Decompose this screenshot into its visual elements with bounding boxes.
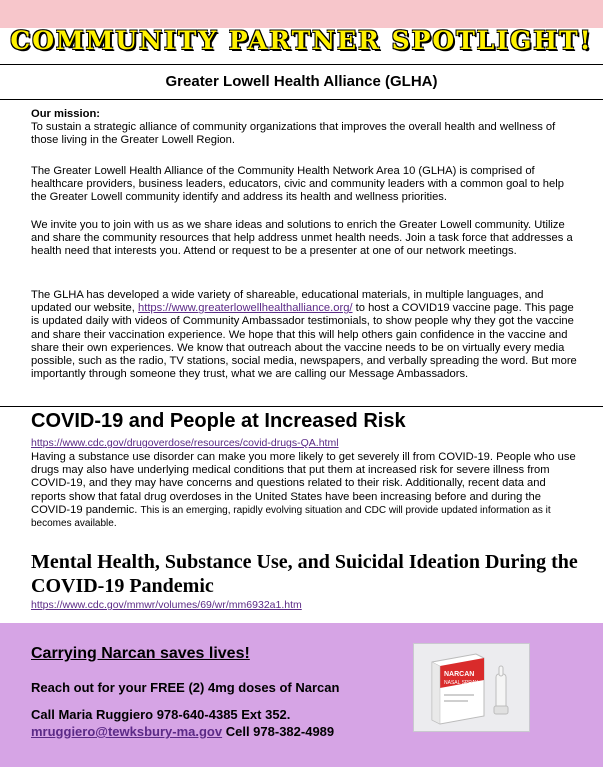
- paragraph-3-rest: to host a COVID19 vaccine page. This page is updated daily with videos of Community Ambassador testimonials, to show people why they got the vaccine and share their vaccination experience. We hope that this will help others gain confidence in the vaccine and share their own experiences. We know that outreach about the vaccine needs to be on virtually every media possible, such as the radio, TV stations, social media, newspapers, and verbally spreading the word. But more importantly through someone they trust, what we are calling our Message Ambassadors.: [31, 302, 577, 381]
- mental-health-heading: Mental Health, Substance Use, and Suicidal Ideation During the COVID-19 Pandemic: [31, 551, 578, 597]
- divider-top: [0, 64, 603, 65]
- mission-heading: Our mission:: [31, 108, 100, 120]
- covid-text-main: Having a substance use disorder can make you more likely to get severely ill from COVID-19. People who use drugs may also have underlying medical conditions that put them at increased risk for severe illness from COVID-19, and they may have concerns and questions related to their risk. Additionally, recent data and reports show that fatal drug overdoses in the United States have been increasing before and during the COVID-19 pandemic.: [31, 451, 576, 516]
- narcan-cell: Cell 978-382-4989: [222, 724, 335, 739]
- narcan-box-illustration: [414, 644, 529, 731]
- narcan-img-sub: NASAL SPRAY: [444, 680, 479, 686]
- covid-text-update: This is an emerging, rapidly evolving situation and CDC will provide updated information as it becomes available.: [31, 504, 551, 530]
- glha-website-link[interactable]: https://www.greaterlowellhealthalliance.org/: [137, 302, 353, 315]
- narcan-email-link[interactable]: mruggiero@tewksbury-ma.gov: [31, 724, 223, 739]
- banner-title: COMMUNITY PARTNER SPOTLIGHT!: [10, 26, 593, 55]
- banner-pink-strip: [0, 0, 603, 28]
- narcan-contact: Call Maria Ruggiero 978-640-4385 Ext 352.: [31, 707, 291, 722]
- narcan-offer: Reach out for your FREE (2) 4mg doses of Narcan: [31, 680, 340, 695]
- paragraph-3: [31, 289, 581, 381]
- narcan-img-label: NARCAN: [444, 671, 475, 678]
- divider-org: [0, 99, 603, 100]
- divider-covid: [0, 406, 603, 407]
- mission-block: [31, 108, 581, 148]
- narcan-product-image: [413, 643, 530, 732]
- covid-text: [31, 451, 581, 530]
- narcan-title: Carrying Narcan saves lives!: [31, 645, 250, 662]
- narcan-email-line: [31, 724, 334, 739]
- paragraph-2: We invite you to join with us as we share ideas and solutions to enrich the Greater Lowell community. Utilize and share the community resources that help address unmet health needs. Join a task force that addresses a health need that interests you. Attend or request to be a presenter at one of our network meetings.: [31, 219, 573, 258]
- covid-heading: COVID-19 and People at Increased Risk: [31, 410, 406, 432]
- paragraph-1: The Greater Lowell Health Alliance of the Community Health Network Area 10 (GLHA) is comprised of healthcare providers, business leaders, educators, civic and community leaders with a common goal to help the Greater Lowell community identify and address its health and wellness priorities.: [31, 165, 564, 204]
- mission-text: To sustain a strategic alliance of community organizations that improves the overall health and wellness of those living in the Greater Lowell Region.: [31, 121, 556, 147]
- paragraph-3-intro: The GLHA has developed a wide variety of shareable, educational materials, in multiple languages, and updated our website,: [31, 289, 544, 315]
- mental-health-cdc-link[interactable]: https://www.cdc.gov/mmwr/volumes/69/wr/mm6932a1.htm: [31, 599, 302, 611]
- org-name: Greater Lowell Health Alliance (GLHA): [165, 73, 438, 90]
- narcan-callout: [0, 623, 603, 767]
- covid-cdc-link[interactable]: https://www.cdc.gov/drugoverdose/resources/covid-drugs-QA.html: [31, 437, 339, 449]
